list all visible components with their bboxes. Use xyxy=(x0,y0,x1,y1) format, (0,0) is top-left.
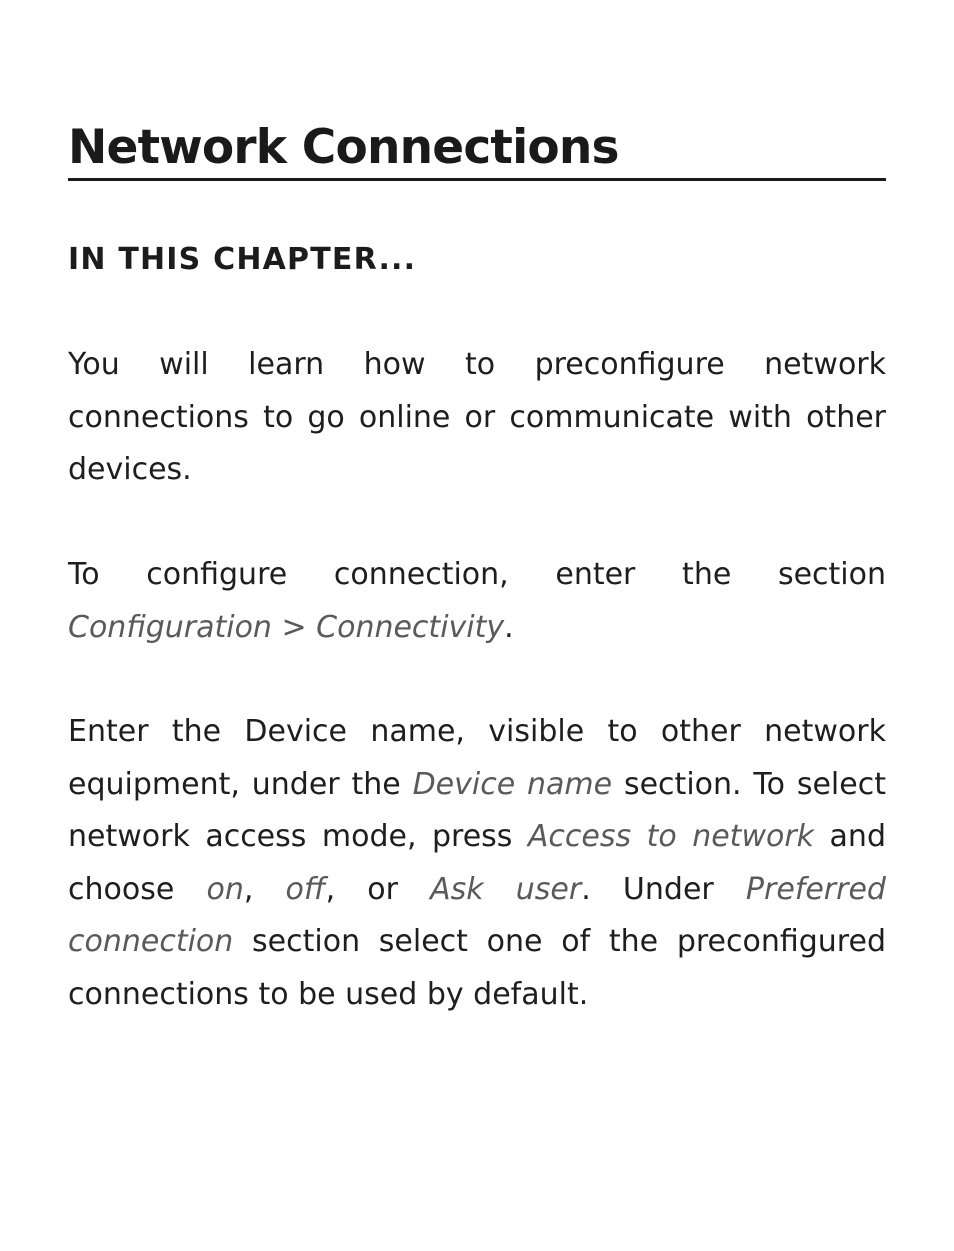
intro-paragraph: You will learn how to preconfigure network connections to go online or communicate with other devices. xyxy=(68,347,886,487)
configure-paragraph xyxy=(68,549,886,654)
device-text-5: section select one of the preconfigured connections to be used by default. xyxy=(68,924,886,1012)
option-on-term: on xyxy=(206,871,244,907)
separator-2: , or xyxy=(325,871,398,907)
device-text-1: Enter the Device name, visible to other network equipment, under the xyxy=(68,714,886,802)
device-settings-paragraph xyxy=(68,706,886,1021)
section-heading: IN THIS CHAPTER... xyxy=(68,242,417,277)
access-to-network-term: Access to network xyxy=(527,819,815,854)
configure-text: To configure connection, enter the section xyxy=(68,557,886,592)
device-name-term: Device name xyxy=(412,766,613,802)
device-text-4: . Under xyxy=(581,871,714,907)
device-text-2: section. To select network access mode, press xyxy=(68,766,886,854)
device-text-3: and choose xyxy=(68,819,886,907)
ask-user-term: Ask user xyxy=(430,871,582,907)
chapter-title: Network Connections xyxy=(68,118,886,181)
preferred-connection-term: Preferred connection xyxy=(68,871,886,959)
settings-path: Configuration > Connectivity xyxy=(68,609,505,645)
option-off-term: off xyxy=(285,871,326,907)
separator-1: , xyxy=(243,871,254,907)
configure-end: . xyxy=(504,609,514,645)
